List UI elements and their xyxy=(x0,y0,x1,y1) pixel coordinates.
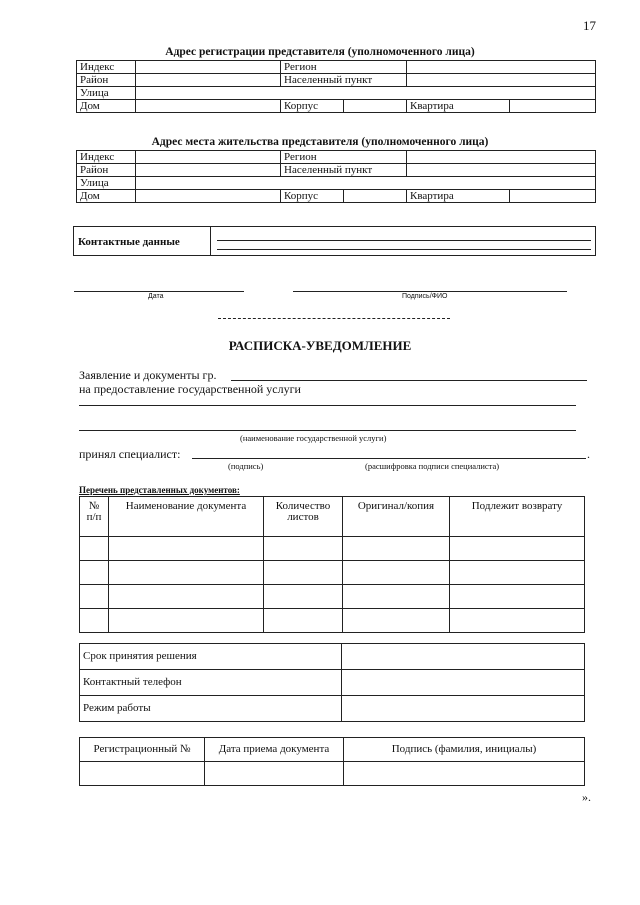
phone-value[interactable] xyxy=(342,670,585,696)
street-value[interactable] xyxy=(136,87,596,100)
index-label: Индекс xyxy=(77,61,136,74)
contacts-label: Контактные данные xyxy=(78,236,180,248)
house-label: Дом xyxy=(77,100,136,113)
apartment-value[interactable] xyxy=(510,100,596,113)
locality-value[interactable] xyxy=(407,74,596,87)
house-label: Дом xyxy=(77,190,136,203)
reg-number-value[interactable] xyxy=(80,762,205,786)
house-value[interactable] xyxy=(136,190,281,203)
specialist-line[interactable] xyxy=(192,458,586,459)
table-row xyxy=(80,561,585,585)
signature-label: Подпись/ФИО xyxy=(402,293,448,300)
docs-title: Перечень представленных документов: xyxy=(79,485,240,495)
building-value[interactable] xyxy=(344,190,407,203)
receipt-title: РАСПИСКА-УВЕДОМЛЕНИЕ xyxy=(228,338,412,353)
house-value[interactable] xyxy=(136,100,281,113)
closing-quote: ». xyxy=(582,790,591,804)
reg-signature-label: Подпись (фамилия, инициалы) xyxy=(344,738,585,762)
contacts-divider xyxy=(210,227,211,255)
hours-value[interactable] xyxy=(342,696,585,722)
signature-line[interactable] xyxy=(293,291,567,292)
reg-date-label: Дата приема документа xyxy=(205,738,344,762)
reg-date-value[interactable] xyxy=(205,762,344,786)
contacts-line-1[interactable] xyxy=(217,240,591,241)
apartment-value[interactable] xyxy=(510,190,596,203)
hours-label: Режим работы xyxy=(80,696,342,722)
table-row xyxy=(80,585,585,609)
table-row xyxy=(80,537,585,561)
apartment-label: Квартира xyxy=(407,190,510,203)
service-caption: (наименование государственной услуги) xyxy=(240,433,387,443)
decode-caption: (расшифровка подписи специалиста) xyxy=(365,461,500,471)
res-address-table xyxy=(76,150,596,203)
apartment-label: Квартира xyxy=(407,100,510,113)
page-number: 17 xyxy=(583,18,596,33)
building-value[interactable] xyxy=(344,100,407,113)
index-label: Индекс xyxy=(77,151,136,164)
reg-address-table xyxy=(76,60,596,113)
district-value[interactable] xyxy=(136,164,281,177)
docs-header-original: Оригинал/копия xyxy=(343,497,450,537)
index-value[interactable] xyxy=(136,61,281,74)
docs-header-num: № п/п xyxy=(80,497,109,537)
service-label: на предоставление государственной услуги xyxy=(79,382,301,396)
building-label: Корпус xyxy=(281,100,344,113)
index-value[interactable] xyxy=(136,151,281,164)
locality-label: Населенный пункт xyxy=(281,164,407,177)
applicant-label: Заявление и документы гр. xyxy=(79,368,217,382)
street-label: Улица xyxy=(77,177,136,190)
street-value[interactable] xyxy=(136,177,596,190)
service-line-2[interactable] xyxy=(79,430,576,431)
term-label: Срок принятия решения xyxy=(80,644,342,670)
district-label: Район xyxy=(77,164,136,177)
docs-header-name: Наименование документа xyxy=(109,497,264,537)
applicant-line[interactable] xyxy=(231,380,587,381)
docs-table xyxy=(79,496,585,633)
reg-address-title: Адрес регистрации представителя (уполномоченного лица) xyxy=(165,46,475,58)
registration-table xyxy=(79,737,585,786)
specialist-dot: . xyxy=(587,447,590,461)
reg-number-label: Регистрационный № xyxy=(80,738,205,762)
contacts-line-2[interactable] xyxy=(217,249,591,250)
district-value[interactable] xyxy=(136,74,281,87)
locality-label: Населенный пункт xyxy=(281,74,407,87)
street-label: Улица xyxy=(77,87,136,100)
contacts-box xyxy=(73,226,596,256)
region-label: Регион xyxy=(281,151,407,164)
sign-caption: (подпись) xyxy=(228,461,264,471)
specialist-label: принял специалист: xyxy=(79,447,181,461)
reg-signature-value[interactable] xyxy=(344,762,585,786)
locality-value[interactable] xyxy=(407,164,596,177)
date-label: Дата xyxy=(148,293,164,300)
docs-header-return: Подлежит возврату xyxy=(450,497,585,537)
region-value[interactable] xyxy=(407,151,596,164)
term-value[interactable] xyxy=(342,644,585,670)
cut-line xyxy=(218,318,450,319)
service-line-1[interactable] xyxy=(79,405,576,406)
region-label: Регион xyxy=(281,61,407,74)
district-label: Район xyxy=(77,74,136,87)
docs-header-sheets: Количество листов xyxy=(264,497,343,537)
res-address-title: Адрес места жительства представителя (уполномоченного лица) xyxy=(151,136,489,148)
table-row xyxy=(80,609,585,633)
date-line[interactable] xyxy=(74,291,244,292)
region-value[interactable] xyxy=(407,61,596,74)
building-label: Корпус xyxy=(281,190,344,203)
info-table xyxy=(79,643,585,722)
phone-label: Контактный телефон xyxy=(80,670,342,696)
